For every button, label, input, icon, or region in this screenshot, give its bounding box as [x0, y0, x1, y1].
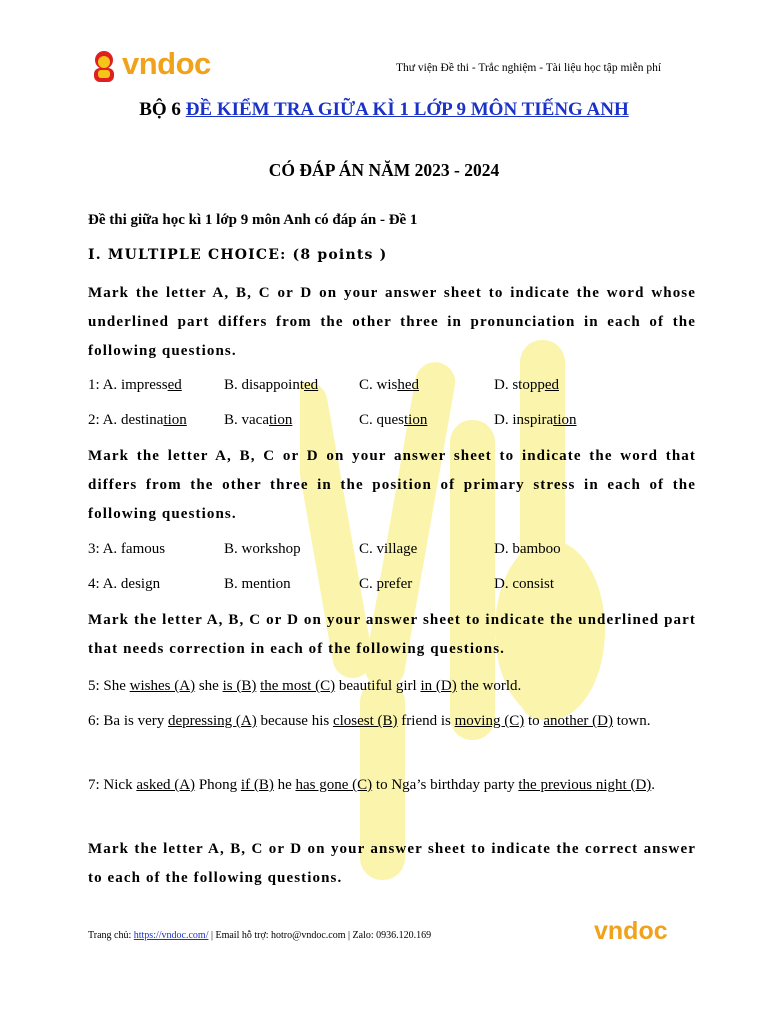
vndoc-watermark [300, 300, 620, 900]
question-5: 5: She wishes (A) she is (B) the most (C) beautiful girl in (D) the world. [88, 678, 522, 694]
title-link[interactable]: ĐỀ KIỂM TRA GIỮA KÌ 1 LỚP 9 MÔN TIẾNG ANH [185, 99, 629, 120]
q2-option-a: 2: A. destination [88, 412, 187, 428]
q2-option-b: B. vacation [224, 412, 293, 428]
instruction-correct-answer: Mark the letter A, B, C or D on your answer sheet to indicate the correct answer to each of the following questions. [88, 841, 696, 886]
q4-option-b: B. mention [224, 576, 291, 592]
footer-logo[interactable]: vndoc [594, 917, 668, 945]
question-7: 7: Nick asked (A) Phong if (B) he has gone (C) to Nga’s birthday party the previous night (D). [88, 777, 656, 793]
document-subtitle: CÓ ĐÁP ÁN NĂM 2023 - 2024 [268, 160, 500, 180]
mascot-icon [88, 48, 120, 84]
title-prefix: BỘ 6 [139, 99, 186, 120]
vndoc-logo[interactable] [88, 46, 233, 84]
footer-homepage-link[interactable]: https://vndoc.com/ [133, 930, 209, 941]
q4-option-a: 4: A. design [88, 576, 161, 592]
question-6: 6: Ba is very depressing (A) because his closest (B) friend is moving (C) to another (D) town. [88, 713, 651, 729]
q1-option-c: C. wished [359, 377, 420, 393]
document-title [0, 99, 768, 121]
q3-option-d: D. bamboo [494, 541, 561, 557]
q1-option-a: 1: A. impressed [88, 377, 182, 393]
q1-option-d: D. stopped [494, 377, 560, 393]
q2-option-d: D. inspiration [494, 412, 577, 428]
q4-option-c: C. prefer [359, 576, 413, 592]
instruction-stress: Mark the letter A, B, C or D on your answer sheet to indicate the word that differs from the other three in the position of primary stress in each of the following questions. [88, 448, 696, 522]
q4-option-d: D. consist [494, 576, 554, 592]
q2-option-c: C. question [359, 412, 428, 428]
q3-option-a: 3: A. famous [88, 541, 166, 557]
exam-heading: Đề thi giữa học kì 1 lớp 9 môn Anh có đáp án - Đề 1 [88, 212, 418, 228]
section-heading: I. MULTIPLE CHOICE: (8 points ) [88, 247, 388, 263]
q3-option-c: C. village [359, 541, 418, 557]
footer-info: Trang chủ: https://vndoc.com/ | Email hỗ trợ: hotro@vndoc.com | Zalo: 0936.120.169 [88, 930, 432, 941]
q1-option-b: B. disappointed [224, 377, 319, 393]
site-tagline: Thư viện Đề thi - Trắc nghiệm - Tài liệu học tập miễn phí [396, 62, 662, 74]
logo-wordmark: vndoc [122, 46, 211, 81]
q3-option-b: B. workshop [224, 541, 301, 557]
instruction-pronunciation: Mark the letter A, B, C or D on your answer sheet to indicate the word whose underlined part differs from the other three in pronunciation in each of the following questions. [88, 285, 696, 359]
instruction-correction: Mark the letter A, B, C or D on your answer sheet to indicate the underlined part that needs correction in each of the following questions. [88, 612, 696, 657]
